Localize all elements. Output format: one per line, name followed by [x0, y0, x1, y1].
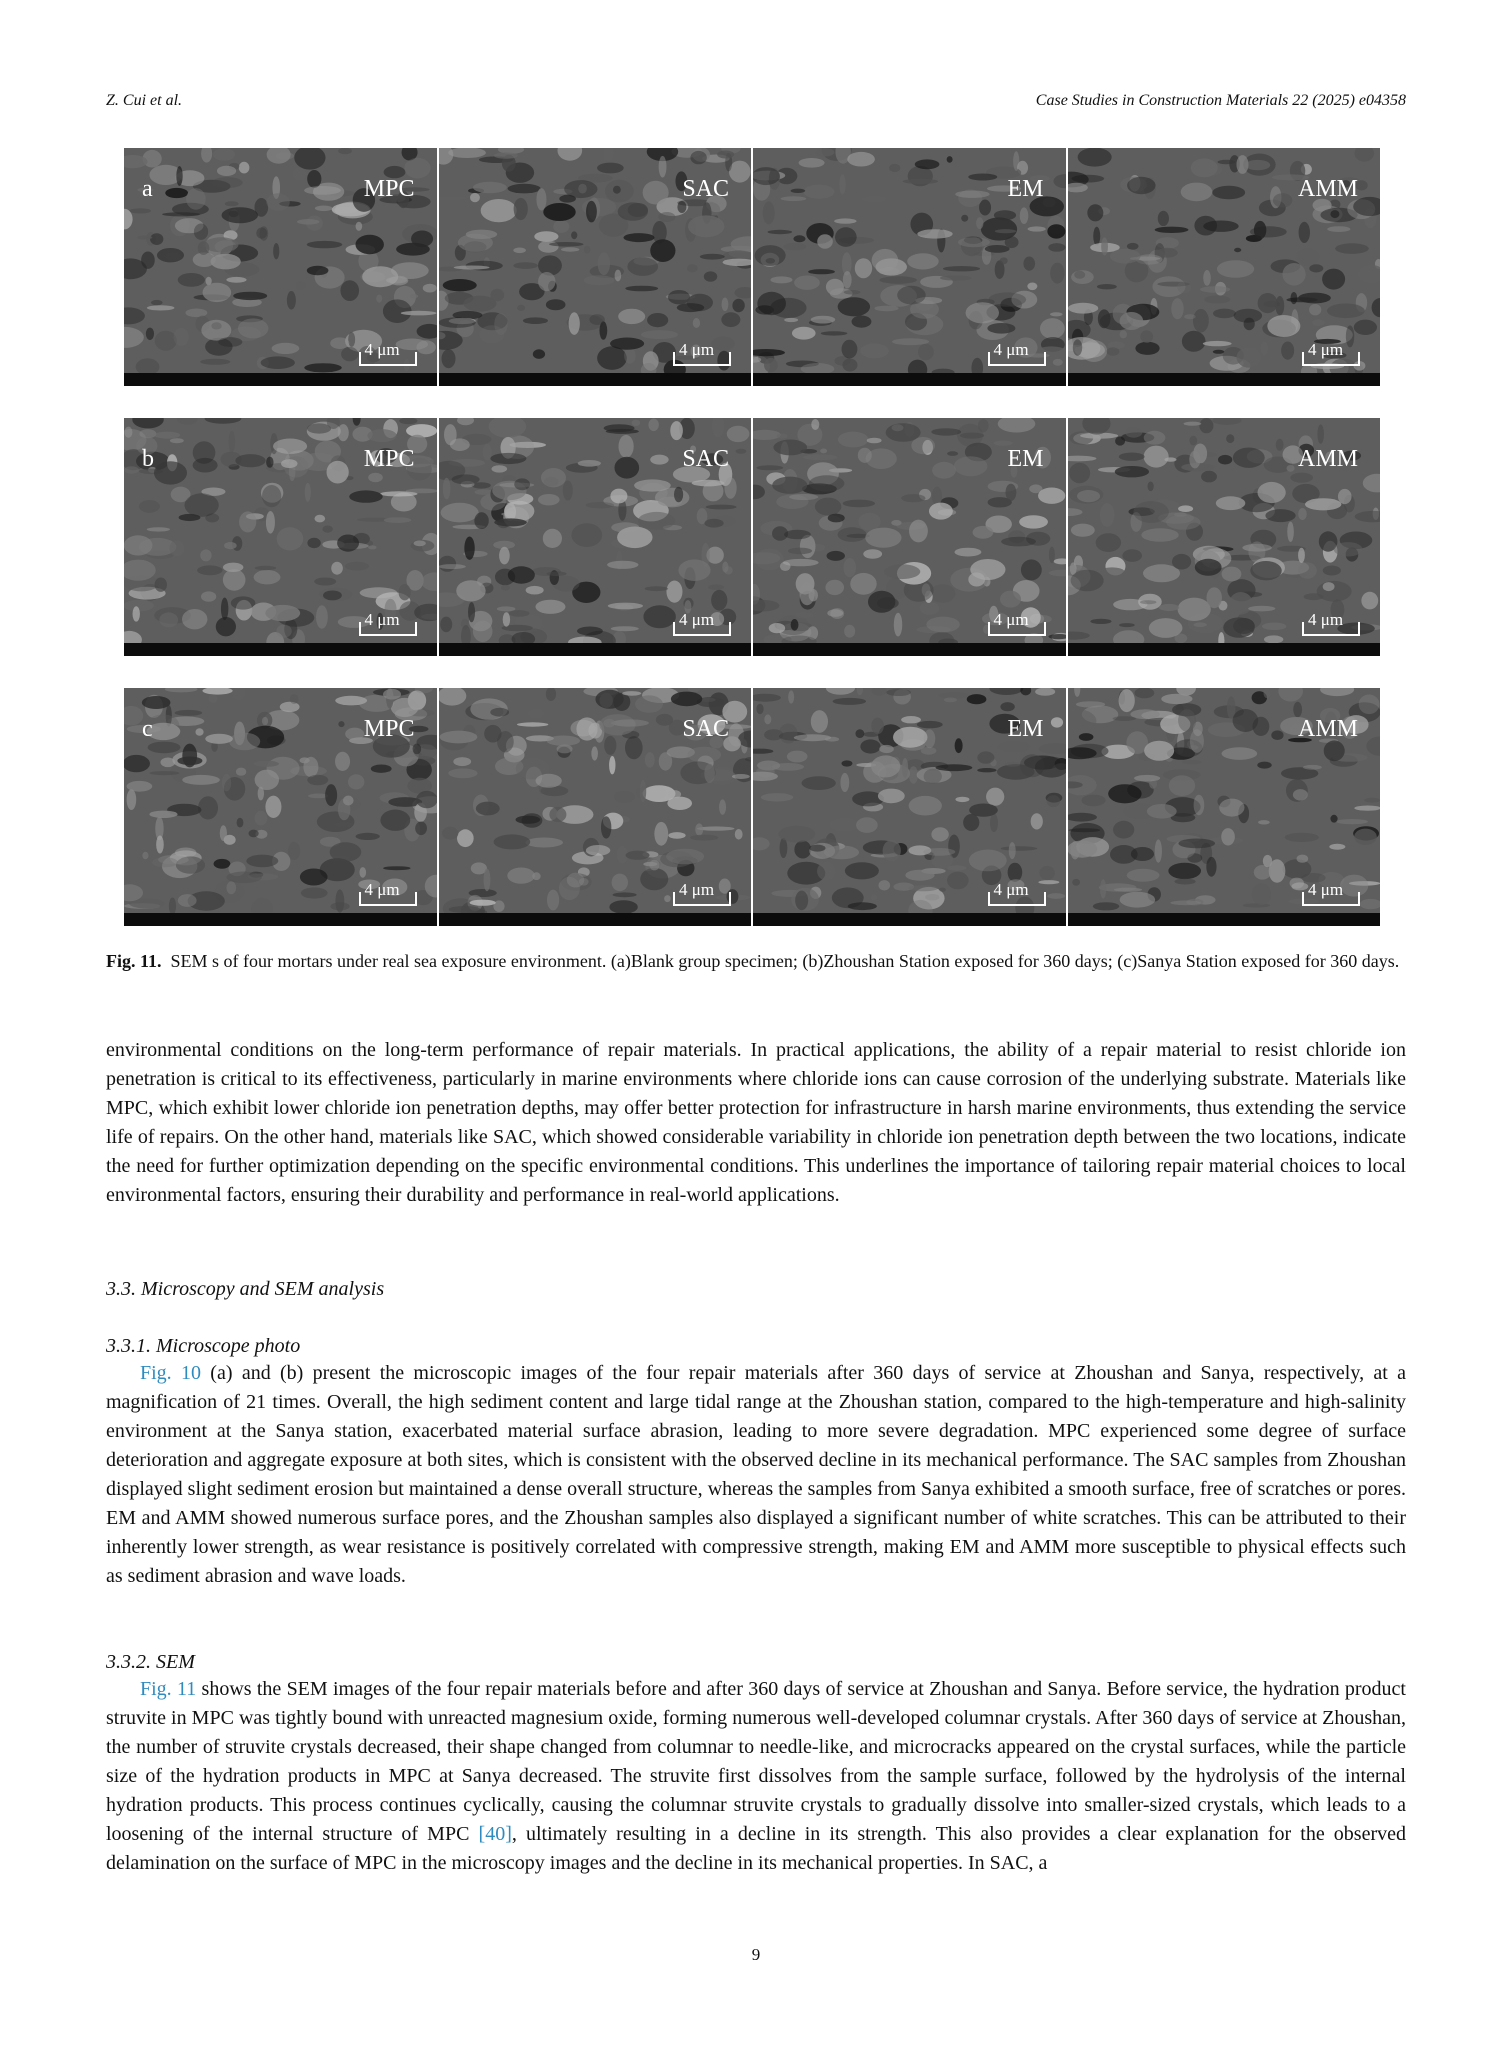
panel-label: EM	[1007, 446, 1044, 472]
sem-row-b	[124, 418, 1380, 656]
figure-caption	[106, 948, 1406, 975]
scale-bar: 4 μm	[1302, 614, 1360, 636]
sem-image-a-em	[753, 148, 1066, 386]
sem-info-bar	[124, 643, 437, 656]
panel-label: AMM	[1297, 176, 1358, 202]
sem-image-c-mpc	[124, 688, 437, 926]
para2-text: (a) and (b) present the microscopic images of the four repair materials after 360 days of service at Zhoushan and Sanya, respectively, at a magnification of 21 times. Overall, the high sediment content and large tidal range at the Zhoushan station, compared to the high-temperature and high-salinity environment at the Sanya station, exacerbated material surface abrasion, leading to more severe degradation. MPC experienced some degree of surface deterioration and aggregate exposure at both sites, which is consistent with the observed decline in its mechanical performance. The SAC samples from Zhoushan displayed slight sediment erosion but maintained a dense overall structure, whereas the samples from Sanya exhibited a smooth surface, free of scratches or pores. EM and AMM showed numerous surface pores, and the Zhoushan samples also displayed a significant number of white scratches. This can be attributed to their inherently lower strength, as wear resistance is positively correlated with compressive strength, making EM and AMM more susceptible to physical effects such as sediment abrasion and wave loads.	[106, 1362, 1406, 1587]
sem-info-bar	[439, 643, 752, 656]
body-paragraph-2	[106, 1359, 1406, 1591]
caption-text: SEM s of four mortars under real sea exposure environment. (a)Blank group specimen; (b)Zhoushan Station exposed for 360 days; (c)Sanya Station exposed for 360 days.	[170, 951, 1400, 971]
scale-bar: 4 μm	[673, 614, 731, 636]
body-paragraph-1: environmental conditions on the long-term performance of repair materials. In practical applications, the ability of a repair material to resist chloride ion penetration is critical to its effectiveness, particularly in marine environments where chloride ions can cause corrosion of the underlying substrate. Materials like MPC, which exhibit lower chloride ion penetration depths, may offer better protection for infrastructure in harsh marine environments, thus extending the service life of repairs. On the other hand, materials like SAC, which showed considerable variability in chloride ion penetration depth between the two locations, indicate the need for further optimization depending on the specific environmental conditions. This underlines the importance of tailoring repair material choices to local environmental factors, ensuring their durability and performance in real-world applications.	[106, 1039, 1406, 1206]
fig10-link[interactable]: Fig. 10	[140, 1362, 201, 1384]
sem-info-bar	[439, 913, 752, 926]
scale-bar: 4 μm	[359, 614, 417, 636]
scale-bar: 4 μm	[359, 344, 417, 366]
subsection-heading-3-3-2: 3.3.2. SEM	[106, 1651, 195, 1673]
scale-bar: 4 μm	[1302, 884, 1360, 906]
scale-bar: 4 μm	[673, 344, 731, 366]
panel-label: MPC	[363, 446, 415, 472]
row-letter-b: b	[142, 446, 154, 472]
body-paragraph-3	[106, 1675, 1406, 1878]
section-heading-3-3: 3.3. Microscopy and SEM analysis	[106, 1278, 385, 1300]
running-header-journal: Case Studies in Construction Materials 22 (2025) e04358	[1035, 92, 1406, 109]
sem-info-bar	[1068, 643, 1381, 656]
sem-info-bar	[753, 643, 1066, 656]
row-letter-a: a	[142, 176, 153, 202]
panel-label: EM	[1007, 176, 1044, 202]
panel-label: SAC	[682, 176, 729, 202]
sem-image-b-amm	[1068, 418, 1381, 656]
scale-bar: 4 μm	[988, 614, 1046, 636]
panel-label: MPC	[363, 176, 415, 202]
sem-row-c	[124, 688, 1380, 926]
ref-40-link[interactable]: [40]	[478, 1823, 512, 1845]
sem-image-c-sac	[439, 688, 752, 926]
scale-bar: 4 μm	[988, 884, 1046, 906]
sem-image-b-em	[753, 418, 1066, 656]
para3-text-a: shows the SEM images of the four repair materials before and after 360 days of service at Zhoushan and Sanya. Before service, the hydration product struvite in MPC was tightly bound with unreacted magnesium oxide, forming numerous well-developed columnar crystals. After 360 days of service at Zhoushan, the number of struvite crystals decreased, their shape changed from columnar to needle-like, and microcracks appeared on the crystal surfaces, while the particle size of the hydration products in MPC at Sanya decreased. The struvite first dissolves from the sample surface, followed by the hydrolysis of the internal hydration products. This process continues cyclically, causing the columnar struvite crystals to gradually dissolve into smaller-sized crystals, which leads to a loosening of the internal structure of MPC	[106, 1678, 1406, 1845]
running-header-authors: Z. Cui et al.	[106, 92, 183, 109]
panel-label: AMM	[1297, 716, 1358, 742]
panel-label: AMM	[1297, 446, 1358, 472]
scale-bar: 4 μm	[1302, 344, 1360, 366]
panel-label: MPC	[363, 716, 415, 742]
sem-image-a-amm	[1068, 148, 1381, 386]
fig11-link[interactable]: Fig. 11	[140, 1678, 197, 1700]
scale-bar: 4 μm	[988, 344, 1046, 366]
sem-info-bar	[439, 373, 752, 386]
sem-image-a-mpc	[124, 148, 437, 386]
sem-image-a-sac	[439, 148, 752, 386]
row-letter-c: c	[142, 716, 153, 742]
sem-info-bar	[124, 913, 437, 926]
sem-info-bar	[1068, 373, 1381, 386]
sem-image-c-em	[753, 688, 1066, 926]
sem-info-bar	[753, 373, 1066, 386]
sem-image-b-sac	[439, 418, 752, 656]
sem-row-a	[124, 148, 1380, 386]
para3-text-b: , ultimately resulting in a decline in its strength. This also provides a clear explanation for the observed delamination on the surface of MPC in the microscopy images and the decline in its mechanical properties. In SAC, a	[106, 1823, 1407, 1874]
panel-label: SAC	[682, 716, 729, 742]
subsection-heading-3-3-1: 3.3.1. Microscope photo	[106, 1335, 301, 1357]
sem-image-c-amm	[1068, 688, 1381, 926]
sem-info-bar	[1068, 913, 1381, 926]
sem-info-bar	[753, 913, 1066, 926]
scale-bar: 4 μm	[673, 884, 731, 906]
caption-label: Fig. 11.	[106, 951, 162, 971]
scale-bar: 4 μm	[359, 884, 417, 906]
sem-image-b-mpc	[124, 418, 437, 656]
panel-label: SAC	[682, 446, 729, 472]
page-number: 9	[751, 1945, 761, 1964]
sem-info-bar	[124, 373, 437, 386]
panel-label: EM	[1007, 716, 1044, 742]
